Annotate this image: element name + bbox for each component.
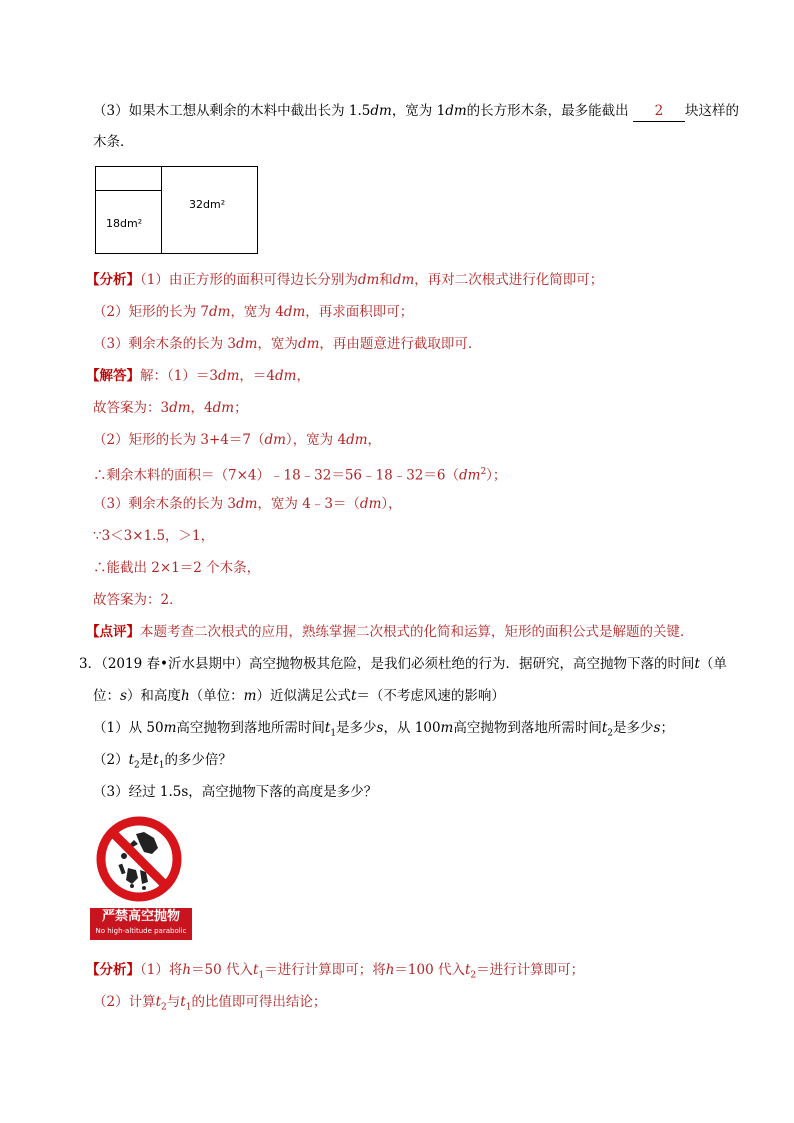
text: （2） — [93, 752, 129, 768]
text: ，＝4 — [239, 368, 275, 384]
text: ＝（不考虑风速的影响） — [356, 688, 505, 704]
large-square-label: 32dm² — [189, 198, 226, 211]
var: m — [440, 720, 454, 736]
text: （1）由正方形的面积可得边长分别为 — [140, 272, 358, 288]
text: ，再由题意进行截取即可． — [319, 336, 482, 352]
var: t — [153, 752, 159, 768]
unit: dm — [357, 272, 380, 288]
subscript: 2 — [607, 728, 614, 739]
unit: dm — [445, 103, 467, 119]
text: ， — [296, 368, 310, 384]
text: ），宽为 4 — [285, 432, 347, 448]
text: 高空抛物到落地所需时间 — [176, 720, 325, 736]
text: （2）矩形的长为 7 — [93, 304, 209, 320]
unit: dm — [283, 304, 306, 320]
superscript: 2 — [480, 467, 487, 477]
unit: dm — [370, 103, 392, 119]
small-square-label: 18dm² — [106, 217, 143, 230]
answer-blank: 2 — [633, 101, 685, 122]
unit: dm — [392, 272, 415, 288]
solution-line-4 — [93, 462, 506, 486]
text: 是多少 — [613, 720, 654, 736]
var: t — [128, 752, 135, 768]
subscript: 2 — [134, 760, 140, 771]
var: m — [243, 688, 257, 704]
unit: dm — [264, 432, 286, 448]
comment-tag: 【点评】 — [86, 624, 140, 640]
q3-analysis-line-1 — [86, 960, 584, 986]
var: t — [155, 994, 162, 1010]
q3-analysis-line-2 — [93, 992, 326, 1018]
subscript: 1 — [258, 970, 265, 981]
question-3-text — [93, 101, 739, 122]
text: 故答案为：3 — [93, 400, 170, 416]
question-3-line-1 — [79, 654, 727, 674]
solution-line-6: ∵3＜3×1.5，＞1， — [93, 528, 215, 544]
analysis-line-2 — [93, 302, 413, 322]
text: ＝进行计算即可；将 — [264, 962, 386, 978]
text: ； — [660, 720, 674, 736]
unit: dm — [458, 467, 481, 484]
solution-tag: 【解答】 — [86, 368, 140, 384]
text: ，4 — [190, 400, 213, 416]
text: （2）矩形的长为 3+4＝7（ — [93, 432, 265, 448]
text: 是多少 — [336, 720, 377, 736]
comment-text: 本题考查二次根式的应用，熟练掌握二次根式的化简和运算，矩形的面积公式是解题的关键． — [140, 624, 694, 640]
text: ，宽为 — [257, 336, 298, 352]
var: h — [180, 688, 190, 704]
text: ，宽为 4﹣3＝（ — [257, 496, 360, 512]
sign-subtitle: No high-altitude parabolic — [95, 927, 187, 935]
text: ）近似满足公式 — [256, 688, 351, 704]
q-text: 块这样的 — [684, 103, 739, 119]
text: ∴剩余木料的面积＝（7×4）﹣18﹣32＝56﹣18﹣32＝6（ — [93, 467, 459, 484]
unit: dm — [346, 432, 368, 448]
text: 和 — [379, 272, 393, 288]
analysis-line-3 — [93, 334, 481, 354]
comment-line — [86, 622, 694, 642]
subscript: 2 — [161, 1002, 167, 1013]
text: ＝100 代入 — [394, 962, 465, 978]
var: t — [464, 962, 471, 978]
text: 的多少倍？ — [164, 752, 232, 768]
subscript: 2 — [470, 970, 477, 981]
subscript: 1 — [158, 760, 165, 771]
analysis-tag: 【分析】 — [86, 272, 140, 288]
text: ）和高度 — [126, 688, 181, 704]
subscript: 1 — [330, 728, 337, 739]
text: 与 — [166, 994, 181, 1010]
text: （1）将 — [140, 962, 183, 978]
var: t — [180, 994, 186, 1010]
text: ，再对二次根式进行化简即可； — [414, 272, 604, 288]
q-text: 的长方形木条，最多能截出 — [466, 103, 629, 119]
solution-line-3 — [93, 430, 381, 450]
text: （2）计算 — [93, 994, 156, 1010]
unit: dm — [274, 368, 297, 384]
unit: dm — [169, 400, 191, 416]
solution-line-2 — [93, 398, 248, 418]
solution-line-5 — [93, 494, 402, 514]
solution-line-1 — [86, 366, 310, 386]
unit: dm — [217, 368, 240, 384]
unit: dm — [359, 496, 382, 512]
divider-line — [161, 167, 162, 253]
question-3-text-cont: 木条． — [93, 134, 134, 150]
var: t — [350, 688, 357, 704]
text: ，宽为 4 — [230, 304, 284, 320]
text: ，再求面积即可； — [305, 304, 414, 320]
q-text: ，宽为 1 — [391, 103, 446, 119]
question-3-part-1 — [93, 718, 674, 744]
question-3-line-2 — [93, 686, 505, 706]
divider-line — [96, 190, 161, 191]
text: ＝进行计算即可； — [476, 962, 585, 978]
text: ＝50 代入 — [191, 962, 254, 978]
text: 解：（1）＝3 — [140, 368, 218, 384]
text: ）， — [381, 496, 402, 512]
sign-title: 严禁高空抛物 — [101, 909, 180, 924]
unit: dm — [297, 336, 320, 352]
var: t — [324, 720, 331, 736]
var: s — [653, 720, 661, 736]
rectangle-diagram — [95, 166, 258, 254]
question-3-part-2 — [93, 750, 232, 776]
var: t — [253, 962, 259, 978]
text: ， — [367, 432, 382, 448]
var: h — [182, 962, 192, 978]
text: 位： — [93, 688, 120, 704]
text: （单 — [699, 656, 727, 672]
solution-line-8: 故答案为：2． — [93, 592, 183, 608]
var: m — [163, 720, 177, 736]
analysis-tag: 【分析】 — [86, 962, 140, 978]
text: 是 — [139, 752, 154, 768]
var: s — [376, 720, 384, 736]
text: （3）剩余木条的长为 3 — [93, 336, 236, 352]
var: h — [385, 962, 395, 978]
text: ，从 100 — [383, 720, 441, 736]
text: 3．（2019 春•沂水县期中）高空抛物极其危险，是我们必须杜绝的行为．据研究，高空抛物下落的时间 — [79, 656, 695, 672]
text: ）； — [486, 467, 507, 484]
var: s — [120, 688, 127, 704]
unit: dm — [212, 400, 235, 416]
q-text: （3）如果木工想从剩余的木料中截出长为 1.5 — [93, 103, 371, 119]
unit: dm — [235, 336, 258, 352]
var: t — [601, 720, 608, 736]
text: 的比值即可得出结论； — [191, 994, 327, 1010]
subscript: 1 — [185, 1002, 192, 1013]
analysis-line-1 — [86, 270, 603, 290]
unit: dm — [235, 496, 258, 512]
question-3-part-3: （3）经过 1.5s，高空抛物下落的高度是多少？ — [93, 784, 378, 800]
text: （3）剩余木条的长为 3 — [93, 496, 236, 512]
unit: dm — [208, 304, 231, 320]
var: t — [694, 656, 700, 672]
text: （单位： — [189, 688, 244, 704]
solution-line-7: ∴能截出 2×1＝2 个木条， — [93, 560, 261, 576]
text: ； — [234, 400, 248, 416]
text: （1）从 50 — [93, 720, 164, 736]
no-high-altitude-throwing-sign — [90, 812, 192, 940]
text: 高空抛物到落地所需时间 — [453, 720, 602, 736]
